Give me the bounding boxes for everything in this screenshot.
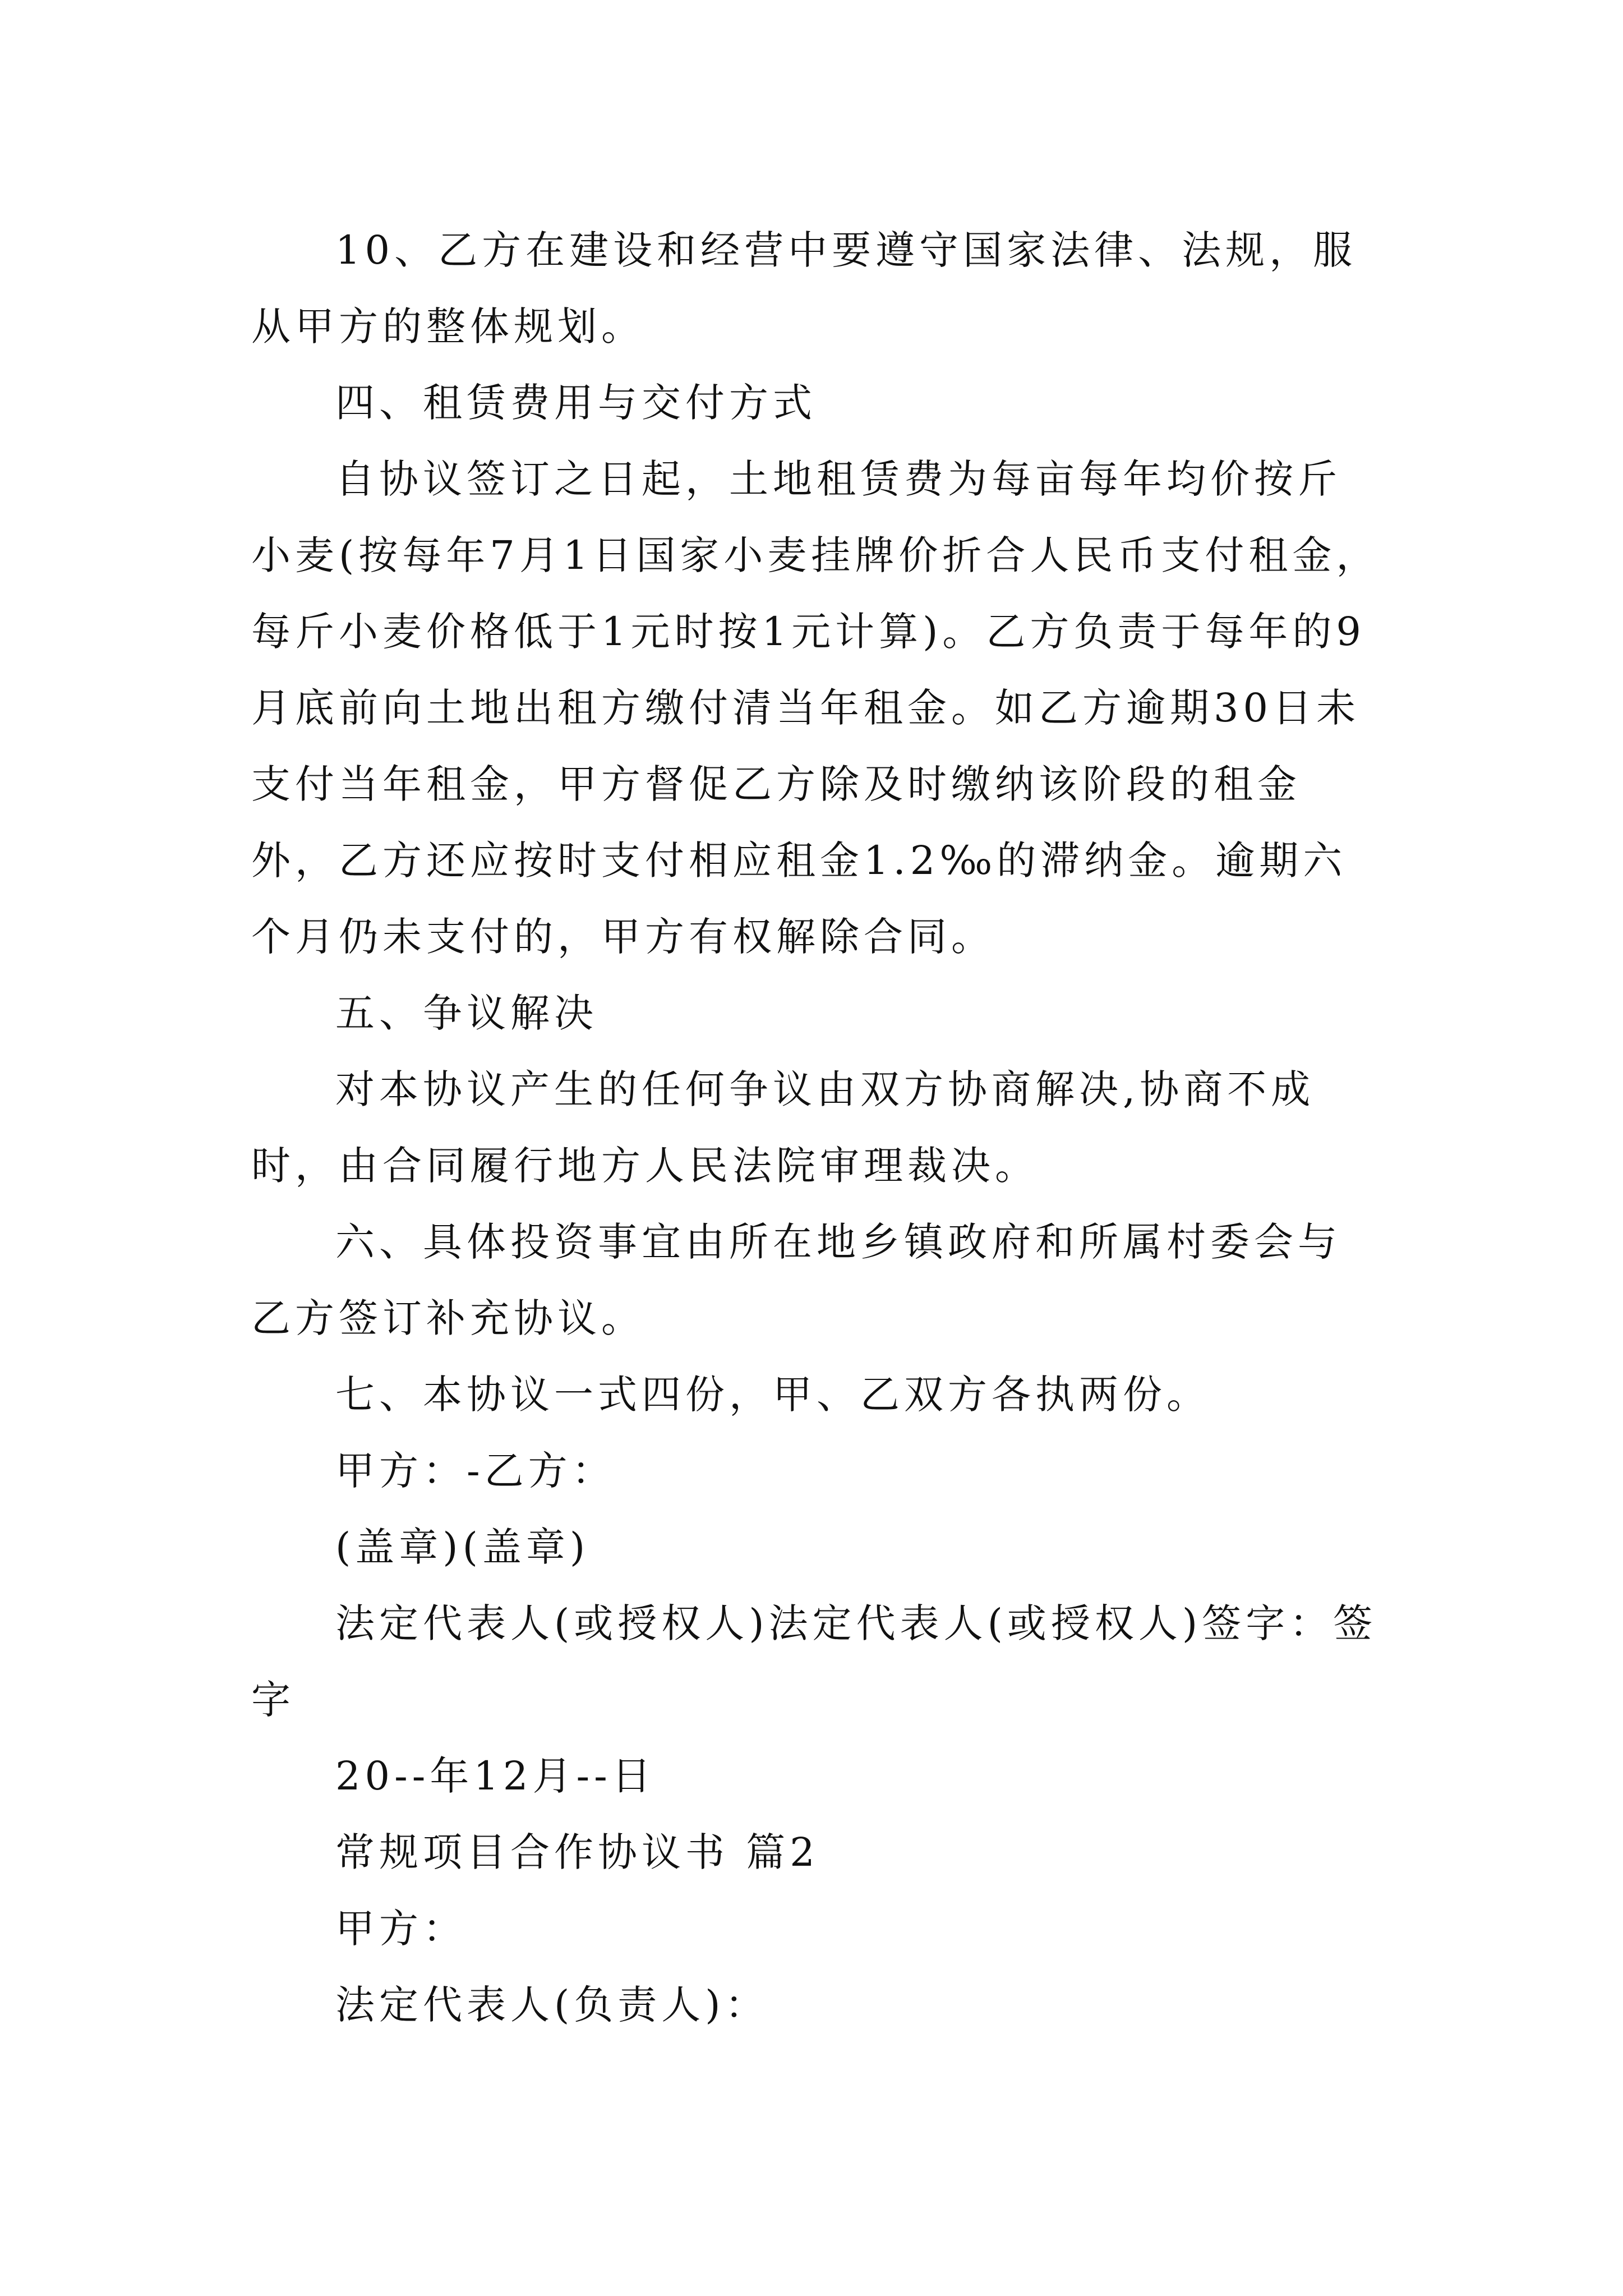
party-a-label: 甲方： (335, 1906, 467, 1952)
section-title-agreement-2: 常规项目合作协议书 篇2 (335, 1829, 819, 1875)
party-line: 甲方：-乙方： (335, 1448, 616, 1494)
document-body (251, 212, 1382, 2043)
heading-dispute-resolution: 五、争议解决 (335, 990, 598, 1036)
legal-representative-label: 法定代表人(负责人)： (335, 1982, 769, 2028)
date-line: 20--年12月--日 (335, 1753, 656, 1799)
paragraph-rent-terms: 自协议签订之日起，土地租赁费为每亩每年均价按斤小麦(按每年7月1日国家小麦挂牌价折合人民币支付租金，每斤小麦价格低于1元时按1元计算)。乙方负责于每年的9月底前向土地出租方缴付清当年租金。如乙方逾期30日未支付当年租金，甲方督促乙方除及时缴纳该阶段的租金外，乙方还应按时支付相应租金1.2‰的滞纳金。逾期六个月仍未支付的，甲方有权解除合同。 (251, 456, 1380, 960)
paragraph-clause-6: 六、具体投资事宜由所在地乡镇政府和所属村委会与乙方签订补充协议。 (251, 1219, 1341, 1341)
heading-rent-payment: 四、租赁费用与交付方式 (335, 380, 817, 426)
paragraph-dispute-terms: 对本协议产生的任何争议由双方协商解决,协商不成时，由合同履行地方人民法院审理裁决。 (251, 1066, 1315, 1189)
representative-signature-line: 法定代表人(或授权人)法定代表人(或授权人)签字：签字 (251, 1600, 1377, 1723)
paragraph-clause-10: 10、乙方在建设和经营中要遵守国家法律、法规，服从甲方的整体规划。 (251, 227, 1357, 349)
paragraph-clause-7: 七、本协议一式四份，甲、乙双方各执两份。 (335, 1372, 1210, 1418)
seal-line: (盖章)(盖章) (335, 1524, 590, 1570)
